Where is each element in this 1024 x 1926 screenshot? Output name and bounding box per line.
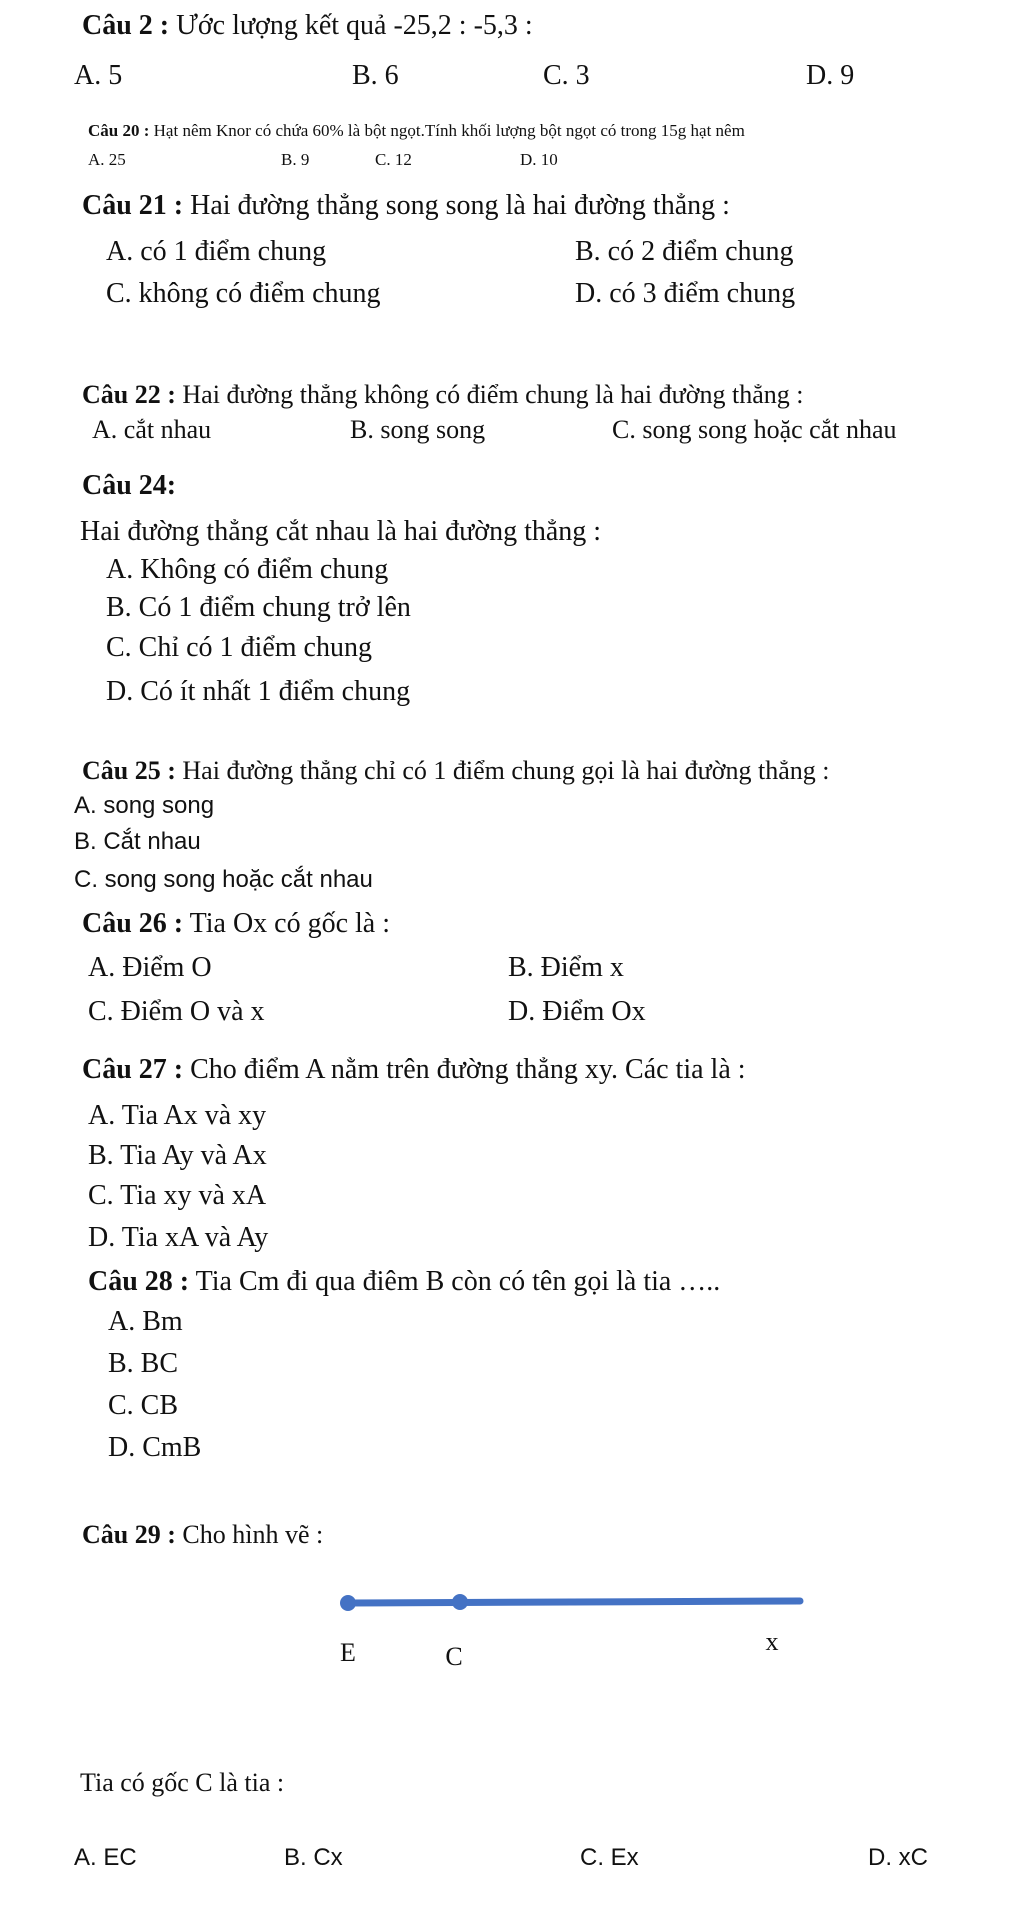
q2-text: Ước lượng kết quả -25,2 : -5,3 : [169,10,533,41]
q24-text: Hai đường thẳng cắt nhau là hai đường thẳng : [80,516,602,547]
q26-text: Tia Ox có gốc là : [183,908,391,939]
q25-option-b: B. Cắt nhau [74,828,201,855]
q2-option-a: A. 5 [74,60,123,91]
q2-option-b: B. 6 [352,60,399,91]
q27-option-b: B. Tia Ay và Ax [88,1140,267,1171]
q26-number: Câu 26 : [82,908,184,939]
q27-question [82,1054,746,1086]
q2-number: Câu 2 : [82,10,170,41]
q21-text: Hai đường thẳng song song là hai đường thẳng : [183,190,730,221]
q2-option-c: C. 3 [543,60,590,91]
q29-number: Câu 29 : [82,1520,176,1549]
q22-question [82,380,803,410]
q28-text: Tia Cm đi qua điêm B còn có tên gọi là tia ….. [189,1266,721,1297]
q21-option-b: B. có 2 điểm chung [575,236,794,267]
q21-number: Câu 21 : [82,190,184,221]
q27-option-a: A. Tia Ax và xy [88,1100,267,1131]
q20-option-d: D. 10 [520,150,558,169]
q27-option-c: C. Tia xy và xA [88,1180,267,1211]
q20-number: Câu 20 : [88,121,150,140]
q26-option-b: B. Điểm x [508,952,624,983]
q29-text: Cho hình vẽ : [175,1520,324,1549]
q28-option-b: B. BC [108,1348,179,1379]
q29-question [82,1520,323,1550]
q26-option-d: D. Điểm Ox [508,996,646,1027]
q27-number: Câu 27 : [82,1054,184,1085]
q28-option-c: C. CB [108,1390,179,1421]
q21-option-d: D. có 3 điểm chung [575,278,796,309]
q24-option-b: B. Có 1 điểm chung trở lên [106,592,411,623]
q24-option-c: C. Chỉ có 1 điểm chung [106,632,372,663]
q26-question [82,908,390,940]
q28-option-d: D. CmB [108,1432,202,1463]
q26-option-c: C. Điểm O và x [88,996,265,1027]
point-e-dot [340,1595,356,1611]
q2-question [82,10,533,42]
q25-option-c: C. song song hoặc cắt nhau [74,866,373,893]
q28-question [88,1266,720,1298]
q20-option-b: B. 9 [281,150,310,169]
q25-question [82,756,829,786]
q20-question [88,121,745,141]
ray-line [348,1601,800,1603]
point-c-label: C [445,1642,463,1671]
q28-option-a: A. Bm [108,1306,183,1337]
q25-option-a: A. song song [74,792,215,819]
q27-option-d: D. Tia xA và Ay [88,1222,269,1253]
q20-option-c: C. 12 [375,150,412,169]
q24-number: Câu 24: [82,470,177,501]
q22-option-c: C. song song hoặc cắt nhau [612,415,897,444]
point-c-dot [452,1594,468,1610]
q27-text: Cho điểm A nằm trên đường thẳng xy. Các tia là : [183,1054,746,1085]
point-e-label: E [340,1638,356,1667]
q24-option-d: D. Có ít nhất 1 điểm chung [106,676,411,707]
q29-option-b: B. Cx [284,1844,343,1871]
ray-x-label: x [765,1627,779,1656]
q22-option-b: B. song song [350,415,486,444]
q21-option-a: A. có 1 điểm chung [106,236,327,267]
q26-option-a: A. Điểm O [88,952,212,983]
q25-number: Câu 25 : [82,756,176,785]
q29-option-c: C. Ex [580,1844,639,1871]
q25-text: Hai đường thẳng chỉ có 1 điểm chung gọi là hai đường thẳng : [175,756,830,785]
q29-sub-question: Tia có gốc C là tia : [80,1768,285,1797]
q29-option-a: A. EC [74,1844,137,1871]
q21-option-c: C. không có điểm chung [106,278,381,309]
q21-question [82,190,730,222]
q29-option-d: D. xC [868,1844,928,1871]
ray-figure [320,1585,820,1695]
q20-option-a: A. 25 [88,150,126,169]
q22-text: Hai đường thẳng không có điểm chung là hai đường thẳng : [175,380,804,409]
q22-option-a: A. cắt nhau [92,415,212,444]
q24-option-a: A. Không có điểm chung [106,554,389,585]
q28-number: Câu 28 : [88,1266,190,1297]
q20-text: Hạt nêm Knor có chứa 60% là bột ngọt.Tính khối lượng bột ngọt có trong 15g hạt nêm [149,121,745,140]
q22-number: Câu 22 : [82,380,176,409]
q2-option-d: D. 9 [806,60,855,91]
